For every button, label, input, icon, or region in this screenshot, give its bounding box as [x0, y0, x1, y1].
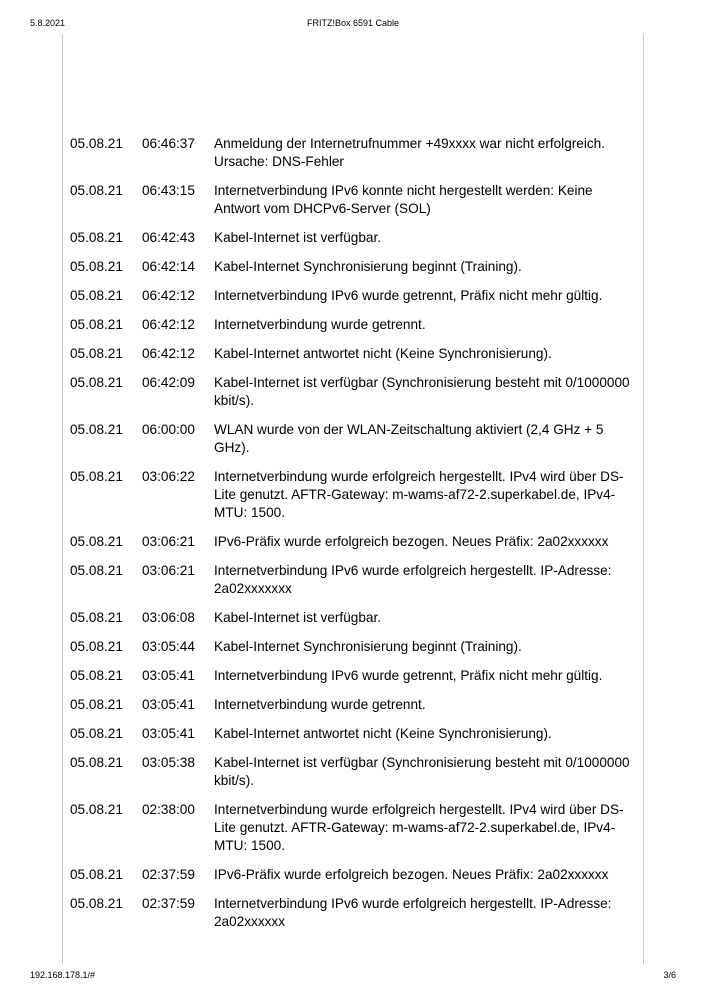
log-message: Internetverbindung wurde erfolgreich hergestellt. IPv4 wird über DS-Lite genutzt. AFTR-Gateway: m-wams-af72-2.superkabel.de, IPv4-MTU: 1500. [214, 469, 624, 520]
log-time: 06:43:15 [142, 183, 195, 198]
log-time: 06:42:12 [142, 317, 195, 332]
log-date: 05.08.21 [70, 317, 123, 332]
log-entry [70, 468, 636, 522]
log-message: Internetverbindung IPv6 wurde erfolgreich hergestellt. IP-Adresse: 2a02xxxxxx [214, 896, 612, 929]
log-time: 03:05:38 [142, 755, 195, 770]
log-message: Kabel-Internet antwortet nicht (Keine Synchronisierung). [214, 726, 552, 741]
event-log-list [70, 135, 636, 942]
log-date: 05.08.21 [70, 802, 123, 817]
log-date: 05.08.21 [70, 668, 123, 683]
log-entry [70, 667, 636, 685]
log-entry [70, 229, 636, 247]
log-entry [70, 754, 636, 790]
log-message: Internetverbindung wurde getrennt. [214, 317, 426, 332]
log-time: 03:06:22 [142, 469, 195, 484]
log-time: 02:37:59 [142, 896, 195, 911]
log-time: 06:00:00 [142, 422, 195, 437]
log-time: 06:46:37 [142, 136, 195, 151]
log-entry [70, 316, 636, 334]
log-entry [70, 287, 636, 305]
log-entry [70, 696, 636, 714]
log-time: 02:38:00 [142, 802, 195, 817]
log-date: 05.08.21 [70, 136, 123, 151]
log-date: 05.08.21 [70, 867, 123, 882]
log-entry [70, 135, 636, 171]
log-entry [70, 258, 636, 276]
log-entry [70, 182, 636, 218]
log-entry [70, 725, 636, 743]
log-date: 05.08.21 [70, 183, 123, 198]
print-date: 5.8.2021 [30, 18, 66, 28]
log-entry [70, 866, 636, 884]
log-time: 03:06:08 [142, 610, 195, 625]
log-entry [70, 609, 636, 627]
log-message: Anmeldung der Internetrufnummer +49xxxx war nicht erfolgreich. Ursache: DNS-Fehler [214, 136, 606, 169]
log-time: 03:06:21 [142, 563, 195, 578]
log-time: 03:05:44 [142, 639, 195, 654]
log-time: 03:05:41 [142, 726, 195, 741]
log-date: 05.08.21 [70, 534, 123, 549]
log-message: IPv6-Präfix wurde erfolgreich bezogen. Neues Präfix: 2a02xxxxxx [214, 867, 609, 882]
log-time: 06:42:09 [142, 375, 195, 390]
print-header [30, 16, 676, 30]
log-entry [70, 562, 636, 598]
log-time: 06:42:12 [142, 288, 195, 303]
log-date: 05.08.21 [70, 755, 123, 770]
log-date: 05.08.21 [70, 697, 123, 712]
log-date: 05.08.21 [70, 639, 123, 654]
log-date: 05.08.21 [70, 422, 123, 437]
log-entry [70, 374, 636, 410]
log-time: 06:42:12 [142, 346, 195, 361]
log-message: Kabel-Internet Synchronisierung beginnt (Training). [214, 259, 522, 274]
log-date: 05.08.21 [70, 610, 123, 625]
print-url: 192.168.178.1/# [30, 970, 96, 980]
log-time: 03:05:41 [142, 668, 195, 683]
log-message: Internetverbindung IPv6 wurde erfolgreich hergestellt. IP-Adresse: 2a02xxxxxxx [214, 563, 612, 596]
log-message: Kabel-Internet ist verfügbar (Synchronisierung besteht mit 0/1000000 kbit/s). [214, 755, 630, 788]
log-time: 03:06:21 [142, 534, 195, 549]
log-message: Internetverbindung IPv6 wurde getrennt, Präfix nicht mehr gültig. [214, 288, 603, 303]
log-message: Internetverbindung wurde getrennt. [214, 697, 426, 712]
log-message: Internetverbindung IPv6 konnte nicht hergestellt werden: Keine Antwort vom DHCPv6-Server (SOL) [214, 183, 593, 216]
log-time: 02:37:59 [142, 867, 195, 882]
log-message: WLAN wurde von der WLAN-Zeitschaltung aktiviert (2,4 GHz + 5 GHz). [214, 422, 604, 455]
log-date: 05.08.21 [70, 288, 123, 303]
log-message: Kabel-Internet ist verfügbar. [214, 610, 381, 625]
log-date: 05.08.21 [70, 230, 123, 245]
log-time: 06:42:14 [142, 259, 195, 274]
log-date: 05.08.21 [70, 259, 123, 274]
log-message: Internetverbindung IPv6 wurde getrennt, Präfix nicht mehr gültig. [214, 668, 603, 683]
log-date: 05.08.21 [70, 469, 123, 484]
log-entry [70, 638, 636, 656]
page-number: 3/6 [663, 970, 676, 980]
log-time: 06:42:43 [142, 230, 195, 245]
print-footer [30, 968, 676, 982]
log-message: Kabel-Internet ist verfügbar. [214, 230, 381, 245]
log-date: 05.08.21 [70, 375, 123, 390]
log-date: 05.08.21 [70, 346, 123, 361]
log-date: 05.08.21 [70, 563, 123, 578]
log-time: 03:05:41 [142, 697, 195, 712]
print-title: FRITZ!Box 6591 Cable [306, 18, 400, 28]
log-message: Kabel-Internet antwortet nicht (Keine Synchronisierung). [214, 346, 552, 361]
log-entry [70, 895, 636, 931]
log-message: IPv6-Präfix wurde erfolgreich bezogen. Neues Präfix: 2a02xxxxxx [214, 534, 609, 549]
log-message: Kabel-Internet Synchronisierung beginnt (Training). [214, 639, 522, 654]
log-date: 05.08.21 [70, 726, 123, 741]
log-message: Kabel-Internet ist verfügbar (Synchronisierung besteht mit 0/1000000 kbit/s). [214, 375, 630, 408]
log-message: Internetverbindung wurde erfolgreich hergestellt. IPv4 wird über DS-Lite genutzt. AFTR-Gateway: m-wams-af72-2.superkabel.de, IPv4-MTU: 1500. [214, 802, 624, 853]
log-entry [70, 533, 636, 551]
log-entry [70, 345, 636, 363]
log-date: 05.08.21 [70, 896, 123, 911]
log-entry [70, 421, 636, 457]
log-entry [70, 801, 636, 855]
